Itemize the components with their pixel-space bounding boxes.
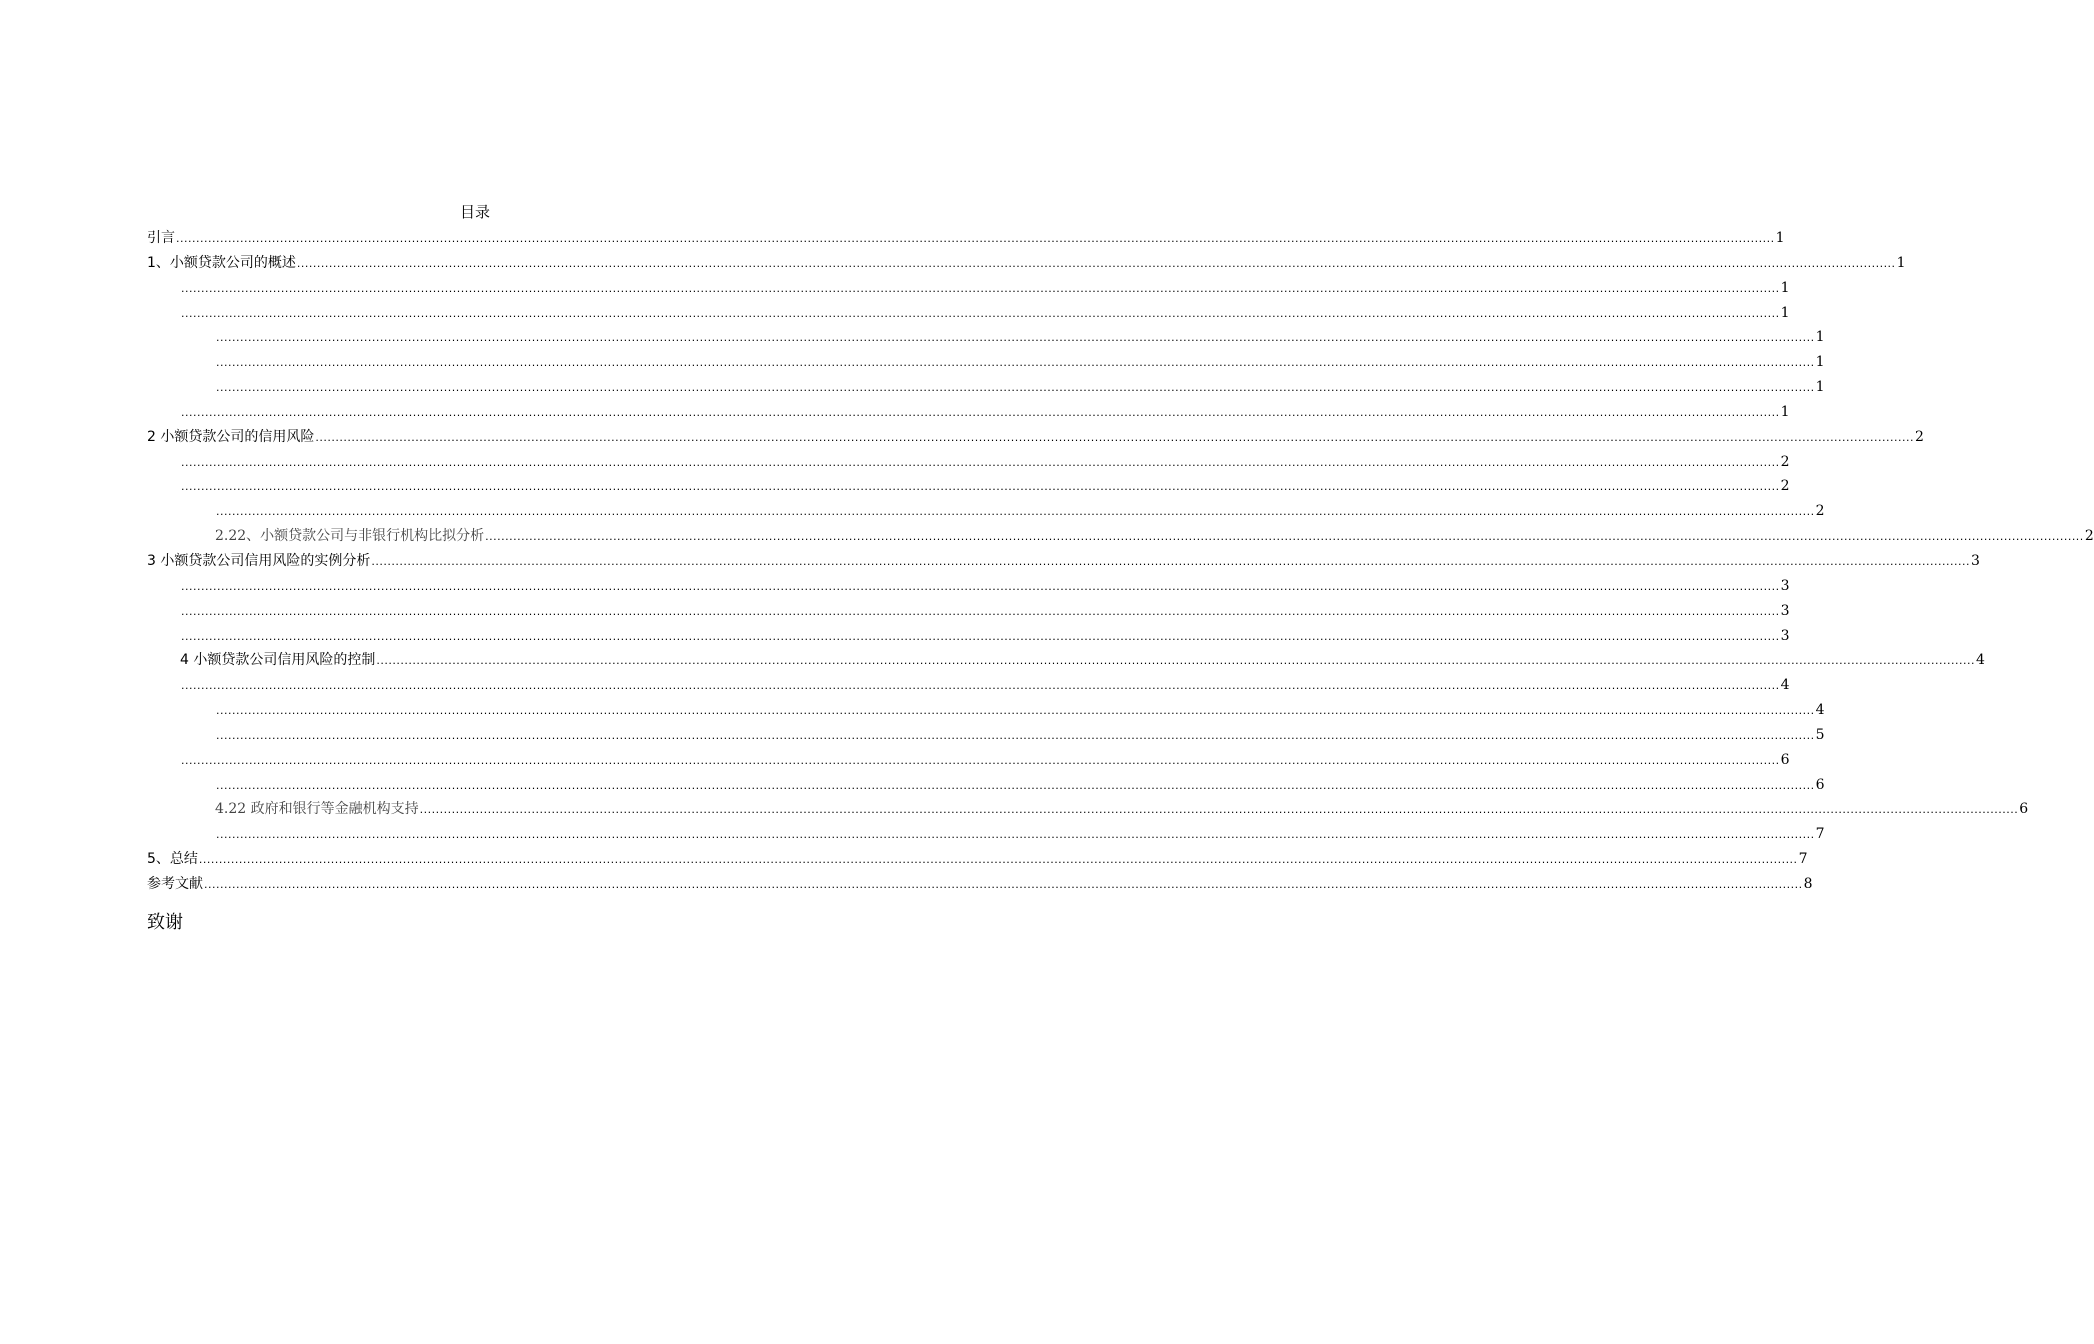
toc-page-number: 1 — [1780, 403, 1790, 420]
toc-entry[interactable] — [147, 698, 1825, 723]
toc-entry-text: 5、总结 — [147, 851, 198, 868]
toc-entry[interactable] — [147, 226, 1785, 251]
toc-entry[interactable] — [147, 773, 1825, 798]
toc-dot-leader: ................................................................................................................................................................................................................................................................................................................................................................................................................ — [181, 480, 1780, 494]
toc-dot-leader: ................................................................................................................................................................................................................................................................................................................................................................................................................ — [296, 256, 1896, 270]
toc-entry[interactable] — [147, 450, 1790, 475]
toc-page-number: 5 — [1815, 726, 1825, 743]
toc-dot-leader: ................................................................................................................................................................................................................................................................................................................................................................................................................ — [181, 455, 1780, 469]
toc-page-number: 3 — [1780, 627, 1790, 644]
toc-dot-leader: ................................................................................................................................................................................................................................................................................................................................................................................................................ — [315, 430, 1914, 444]
toc-entry[interactable] — [147, 499, 1825, 524]
toc-entry-text: 2.22、小额贷款公司与非银行机构比拟分析 — [215, 528, 485, 545]
toc-dot-leader: ................................................................................................................................................................................................................................................................................................................................................................................................................ — [216, 828, 1815, 842]
toc-entry[interactable] — [147, 350, 1825, 375]
toc-dot-leader: ................................................................................................................................................................................................................................................................................................................................................................................................................ — [181, 281, 1780, 295]
toc-page-number: 1 — [1815, 329, 1825, 346]
toc-entry[interactable] — [147, 599, 1790, 624]
toc-page-number: 1 — [1815, 354, 1825, 371]
toc-page-number: 7 — [1798, 851, 1808, 868]
toc-page-number: 4 — [1815, 702, 1825, 719]
toc-dot-leader: ................................................................................................................................................................................................................................................................................................................................................................................................................ — [181, 629, 1780, 643]
toc-dot-leader: ................................................................................................................................................................................................................................................................................................................................................................................................................ — [181, 306, 1780, 320]
toc-dot-leader: ................................................................................................................................................................................................................................................................................................................................................................................................................ — [216, 505, 1815, 519]
toc-page-number: 6 — [2019, 801, 2029, 818]
toc-dot-leader: ................................................................................................................................................................................................................................................................................................................................................................................................................ — [198, 853, 1798, 867]
toc-page-number: 2 — [1915, 428, 1924, 445]
toc-dot-leader: ................................................................................................................................................................................................................................................................................................................................................................................................................ — [181, 679, 1780, 693]
toc-entry-text: 1、小额贷款公司的概述 — [147, 254, 296, 271]
toc-entry[interactable] — [147, 325, 1825, 350]
toc-page-number: 2 — [1780, 453, 1790, 470]
toc-entry-text: 参考文献 — [147, 875, 203, 892]
toc-dot-leader: ................................................................................................................................................................................................................................................................................................................................................................................................................ — [376, 654, 1975, 668]
toc-page-number: 1 — [1780, 304, 1790, 321]
toc-page-number: 6 — [1780, 751, 1790, 768]
toc-dot-leader: ................................................................................................................................................................................................................................................................................................................................................................................................................ — [216, 728, 1815, 742]
toc-page-number: 4 — [1780, 677, 1790, 694]
toc-dot-leader: ................................................................................................................................................................................................................................................................................................................................................................................................................ — [216, 381, 1815, 395]
toc-entry[interactable] — [147, 847, 1808, 872]
toc-entry[interactable] — [147, 400, 1790, 425]
toc-entry[interactable] — [147, 524, 2094, 549]
toc-dot-leader: ................................................................................................................................................................................................................................................................................................................................................................................................................ — [181, 753, 1780, 767]
toc-page-number: 7 — [1815, 826, 1825, 843]
toc-dot-leader: ................................................................................................................................................................................................................................................................................................................................................................................................................ — [181, 405, 1780, 419]
toc-page-number: 2 — [2084, 528, 2094, 545]
toc-page-number: 6 — [1815, 776, 1825, 793]
toc-dot-leader: ................................................................................................................................................................................................................................................................................................................................................................................................................ — [204, 877, 1803, 891]
toc-entry-text: 引言 — [147, 230, 175, 246]
toc-page-number: 1 — [1815, 379, 1825, 396]
toc-entry[interactable] — [147, 797, 2029, 822]
toc-entry[interactable] — [147, 673, 1790, 698]
toc-entry[interactable] — [147, 872, 1813, 897]
toc-entry-text: 2 小额贷款公司的信用风险 — [147, 428, 315, 445]
toc-entry[interactable] — [147, 276, 1790, 301]
toc-page-number: 3 — [1971, 552, 1980, 569]
toc-title: 目录 — [459, 203, 490, 221]
toc-entry[interactable] — [147, 624, 1790, 649]
toc-entry[interactable] — [147, 648, 1985, 673]
toc-dot-leader: ................................................................................................................................................................................................................................................................................................................................................................................................................ — [216, 778, 1815, 792]
toc-page-number: 1 — [1780, 279, 1790, 296]
toc-dot-leader: ................................................................................................................................................................................................................................................................................................................................................................................................................ — [176, 232, 1775, 245]
toc-dot-leader: ................................................................................................................................................................................................................................................................................................................................................................................................................ — [419, 803, 2019, 817]
toc-dot-leader: ................................................................................................................................................................................................................................................................................................................................................................................................................ — [216, 331, 1815, 345]
toc-entry[interactable] — [147, 723, 1825, 748]
acknowledgement-heading: 致谢 — [147, 912, 183, 933]
toc-page-number: 2 — [1815, 503, 1825, 520]
toc-page-number: 2 — [1780, 478, 1790, 495]
table-of-contents — [147, 226, 2094, 897]
toc-dot-leader: ................................................................................................................................................................................................................................................................................................................................................................................................................ — [371, 554, 1970, 568]
toc-entry[interactable] — [147, 425, 1924, 450]
toc-entry-text: 3 小额贷款公司信用风险的实例分析 — [147, 552, 371, 569]
toc-page-number: 4 — [1976, 652, 1985, 669]
toc-dot-leader: ................................................................................................................................................................................................................................................................................................................................................................................................................ — [216, 356, 1815, 370]
toc-page-number: 1 — [1775, 230, 1785, 246]
toc-page-number: 1 — [1896, 254, 1906, 271]
toc-page-number: 8 — [1803, 875, 1813, 892]
toc-entry[interactable] — [147, 251, 1906, 276]
toc-entry[interactable] — [147, 822, 1825, 847]
toc-entry-text: 4 小额贷款公司信用风险的控制 — [180, 652, 376, 669]
toc-page-number: 3 — [1780, 602, 1790, 619]
toc-dot-leader: ................................................................................................................................................................................................................................................................................................................................................................................................................ — [181, 579, 1780, 593]
toc-entry[interactable] — [147, 549, 1980, 574]
toc-dot-leader: ................................................................................................................................................................................................................................................................................................................................................................................................................ — [485, 530, 2084, 544]
toc-entry[interactable] — [147, 375, 1825, 400]
toc-entry[interactable] — [147, 474, 1790, 499]
toc-entry[interactable] — [147, 574, 1790, 599]
toc-entry[interactable] — [147, 301, 1790, 326]
toc-dot-leader: ................................................................................................................................................................................................................................................................................................................................................................................................................ — [216, 704, 1815, 718]
toc-dot-leader: ................................................................................................................................................................................................................................................................................................................................................................................................................ — [181, 604, 1780, 618]
toc-entry[interactable] — [147, 748, 1790, 773]
toc-page-number: 3 — [1780, 577, 1790, 594]
toc-entry-text: 4.22 政府和银行等金融机构支持 — [215, 801, 419, 818]
